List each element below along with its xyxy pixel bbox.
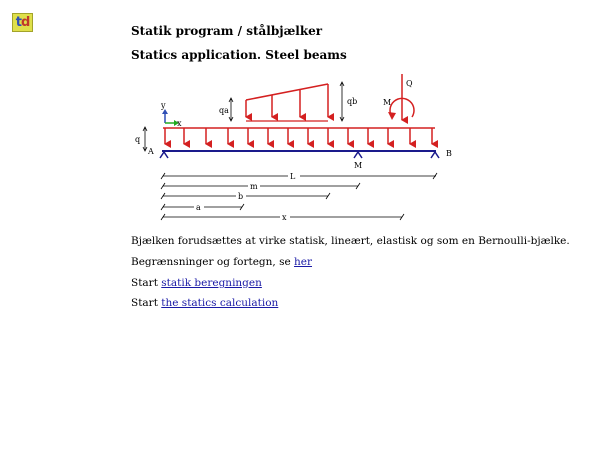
limitations-line <box>131 256 312 268</box>
label-q: q <box>135 135 141 144</box>
label-A: A <box>148 147 154 156</box>
moment-M-icon <box>383 98 414 120</box>
start-danish-line <box>131 277 262 289</box>
beam-diagram <box>130 70 460 225</box>
dim-label-L: L <box>290 172 296 181</box>
axis-label-y: y <box>161 101 166 110</box>
start-danish-prefix: Start <box>131 277 158 289</box>
page-title: Statik program / stålbjælker <box>131 24 323 38</box>
logo-letter-t: t <box>15 15 21 30</box>
dimension-L <box>161 170 437 181</box>
dimension-b <box>161 190 330 201</box>
support-A-icon <box>160 152 168 158</box>
point-load-Q <box>402 74 413 120</box>
label-M-support: M <box>354 161 363 170</box>
dimension-m <box>161 180 360 191</box>
distributed-load-q <box>135 127 435 151</box>
dimension-a <box>161 201 244 212</box>
load-arrows <box>165 128 432 144</box>
label-qa: qa <box>219 106 229 115</box>
limitations-text: Begrænsninger og fortegn, se <box>131 256 291 268</box>
start-statics-link[interactable]: the statics calculation <box>161 297 279 309</box>
trapezoidal-load <box>219 82 357 121</box>
logo-letter-d: d <box>20 15 30 30</box>
dim-label-b: b <box>238 192 244 201</box>
dim-label-m: m <box>250 182 258 191</box>
page-subtitle: Statics application. Steel beams <box>131 48 347 62</box>
td-logo <box>12 13 33 32</box>
dim-label-a: a <box>196 203 201 212</box>
support-M-icon <box>354 152 362 158</box>
limitations-link[interactable]: her <box>294 256 313 268</box>
coordinate-axes-icon <box>160 101 182 128</box>
label-B: B <box>446 149 452 158</box>
axis-label-x: x <box>177 119 182 128</box>
start-statik-link[interactable]: statik beregningen <box>161 277 262 289</box>
beam-assumption-text: Bjælken forudsættes at virke statisk, lineært, elastisk og som en Bernoulli-bjælke. <box>131 235 570 247</box>
support-B-icon <box>431 152 439 158</box>
label-Q: Q <box>406 79 413 88</box>
start-english-prefix: Start <box>131 297 158 309</box>
start-english-line <box>131 297 278 309</box>
label-qb: qb <box>347 97 358 106</box>
dim-label-x: x <box>282 213 287 222</box>
dimension-x <box>161 211 404 222</box>
label-M-load: M <box>383 98 392 107</box>
